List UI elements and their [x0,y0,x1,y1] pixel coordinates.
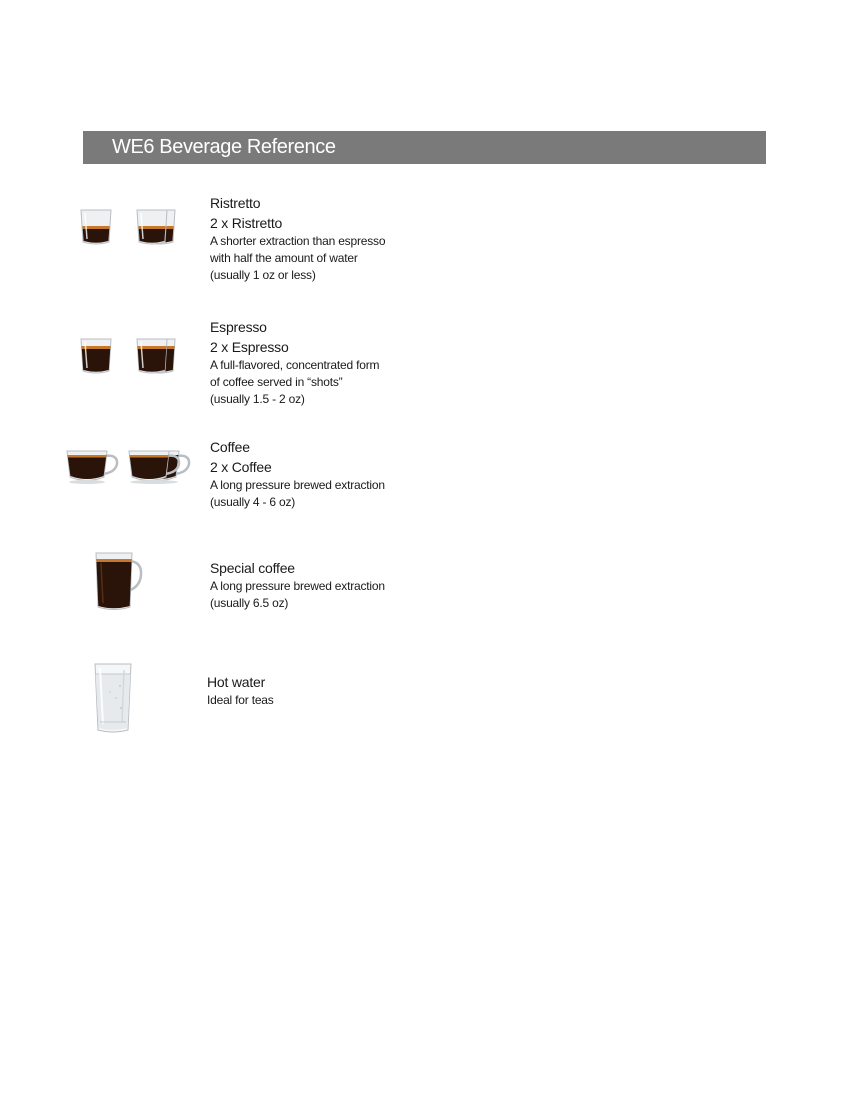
beverage-double-name: 2 x Coffee [210,459,272,475]
coffee-cup-icon [66,446,120,486]
beverage-description-line: A full-flavored, concentrated form [210,358,380,372]
beverage-text [210,193,385,284]
espresso-glass-icon [80,336,112,376]
beverage-name: Ristretto [210,195,261,211]
beverage-description-line: of coffee served in “shots” [210,375,343,389]
beverage-description-line: (usually 4 - 6 oz) [210,495,296,509]
beverage-text [207,672,274,709]
beverage-text [210,317,379,408]
beverage-double-name: 2 x Espresso [210,339,289,355]
beverage-description-line: A long pressure brewed extraction [210,579,385,593]
beverage-description-line: A long pressure brewed extraction [210,478,385,492]
beverage-double-name: 2 x Ristretto [210,215,283,231]
header-bar [83,131,766,164]
beverage-name: Special coffee [210,560,295,576]
beverage-text [210,558,385,612]
beverage-name: Espresso [210,319,267,335]
page-title: WE6 Beverage Reference [112,136,336,158]
beverage-text [210,437,385,511]
beverage-description-line: (usually 1 oz or less) [210,268,316,282]
beverage-description-line: with half the amount of water [210,251,358,265]
double-espresso-glasses-icon [136,336,178,376]
beverage-name: Hot water [207,674,266,690]
ristretto-glass-icon [80,207,112,247]
double-ristretto-glasses-icon [136,207,178,247]
beverage-description-line: Ideal for teas [207,693,274,707]
beverage-description-line: (usually 6.5 oz) [210,596,289,610]
double-coffee-cups-icon [128,446,192,486]
beverage-description-line: A shorter extraction than espresso [210,234,386,248]
hot-water-glass-icon [94,662,134,734]
special-coffee-mug-icon [95,551,143,613]
beverage-description-line: (usually 1.5 - 2 oz) [210,392,305,406]
beverage-name: Coffee [210,439,250,455]
